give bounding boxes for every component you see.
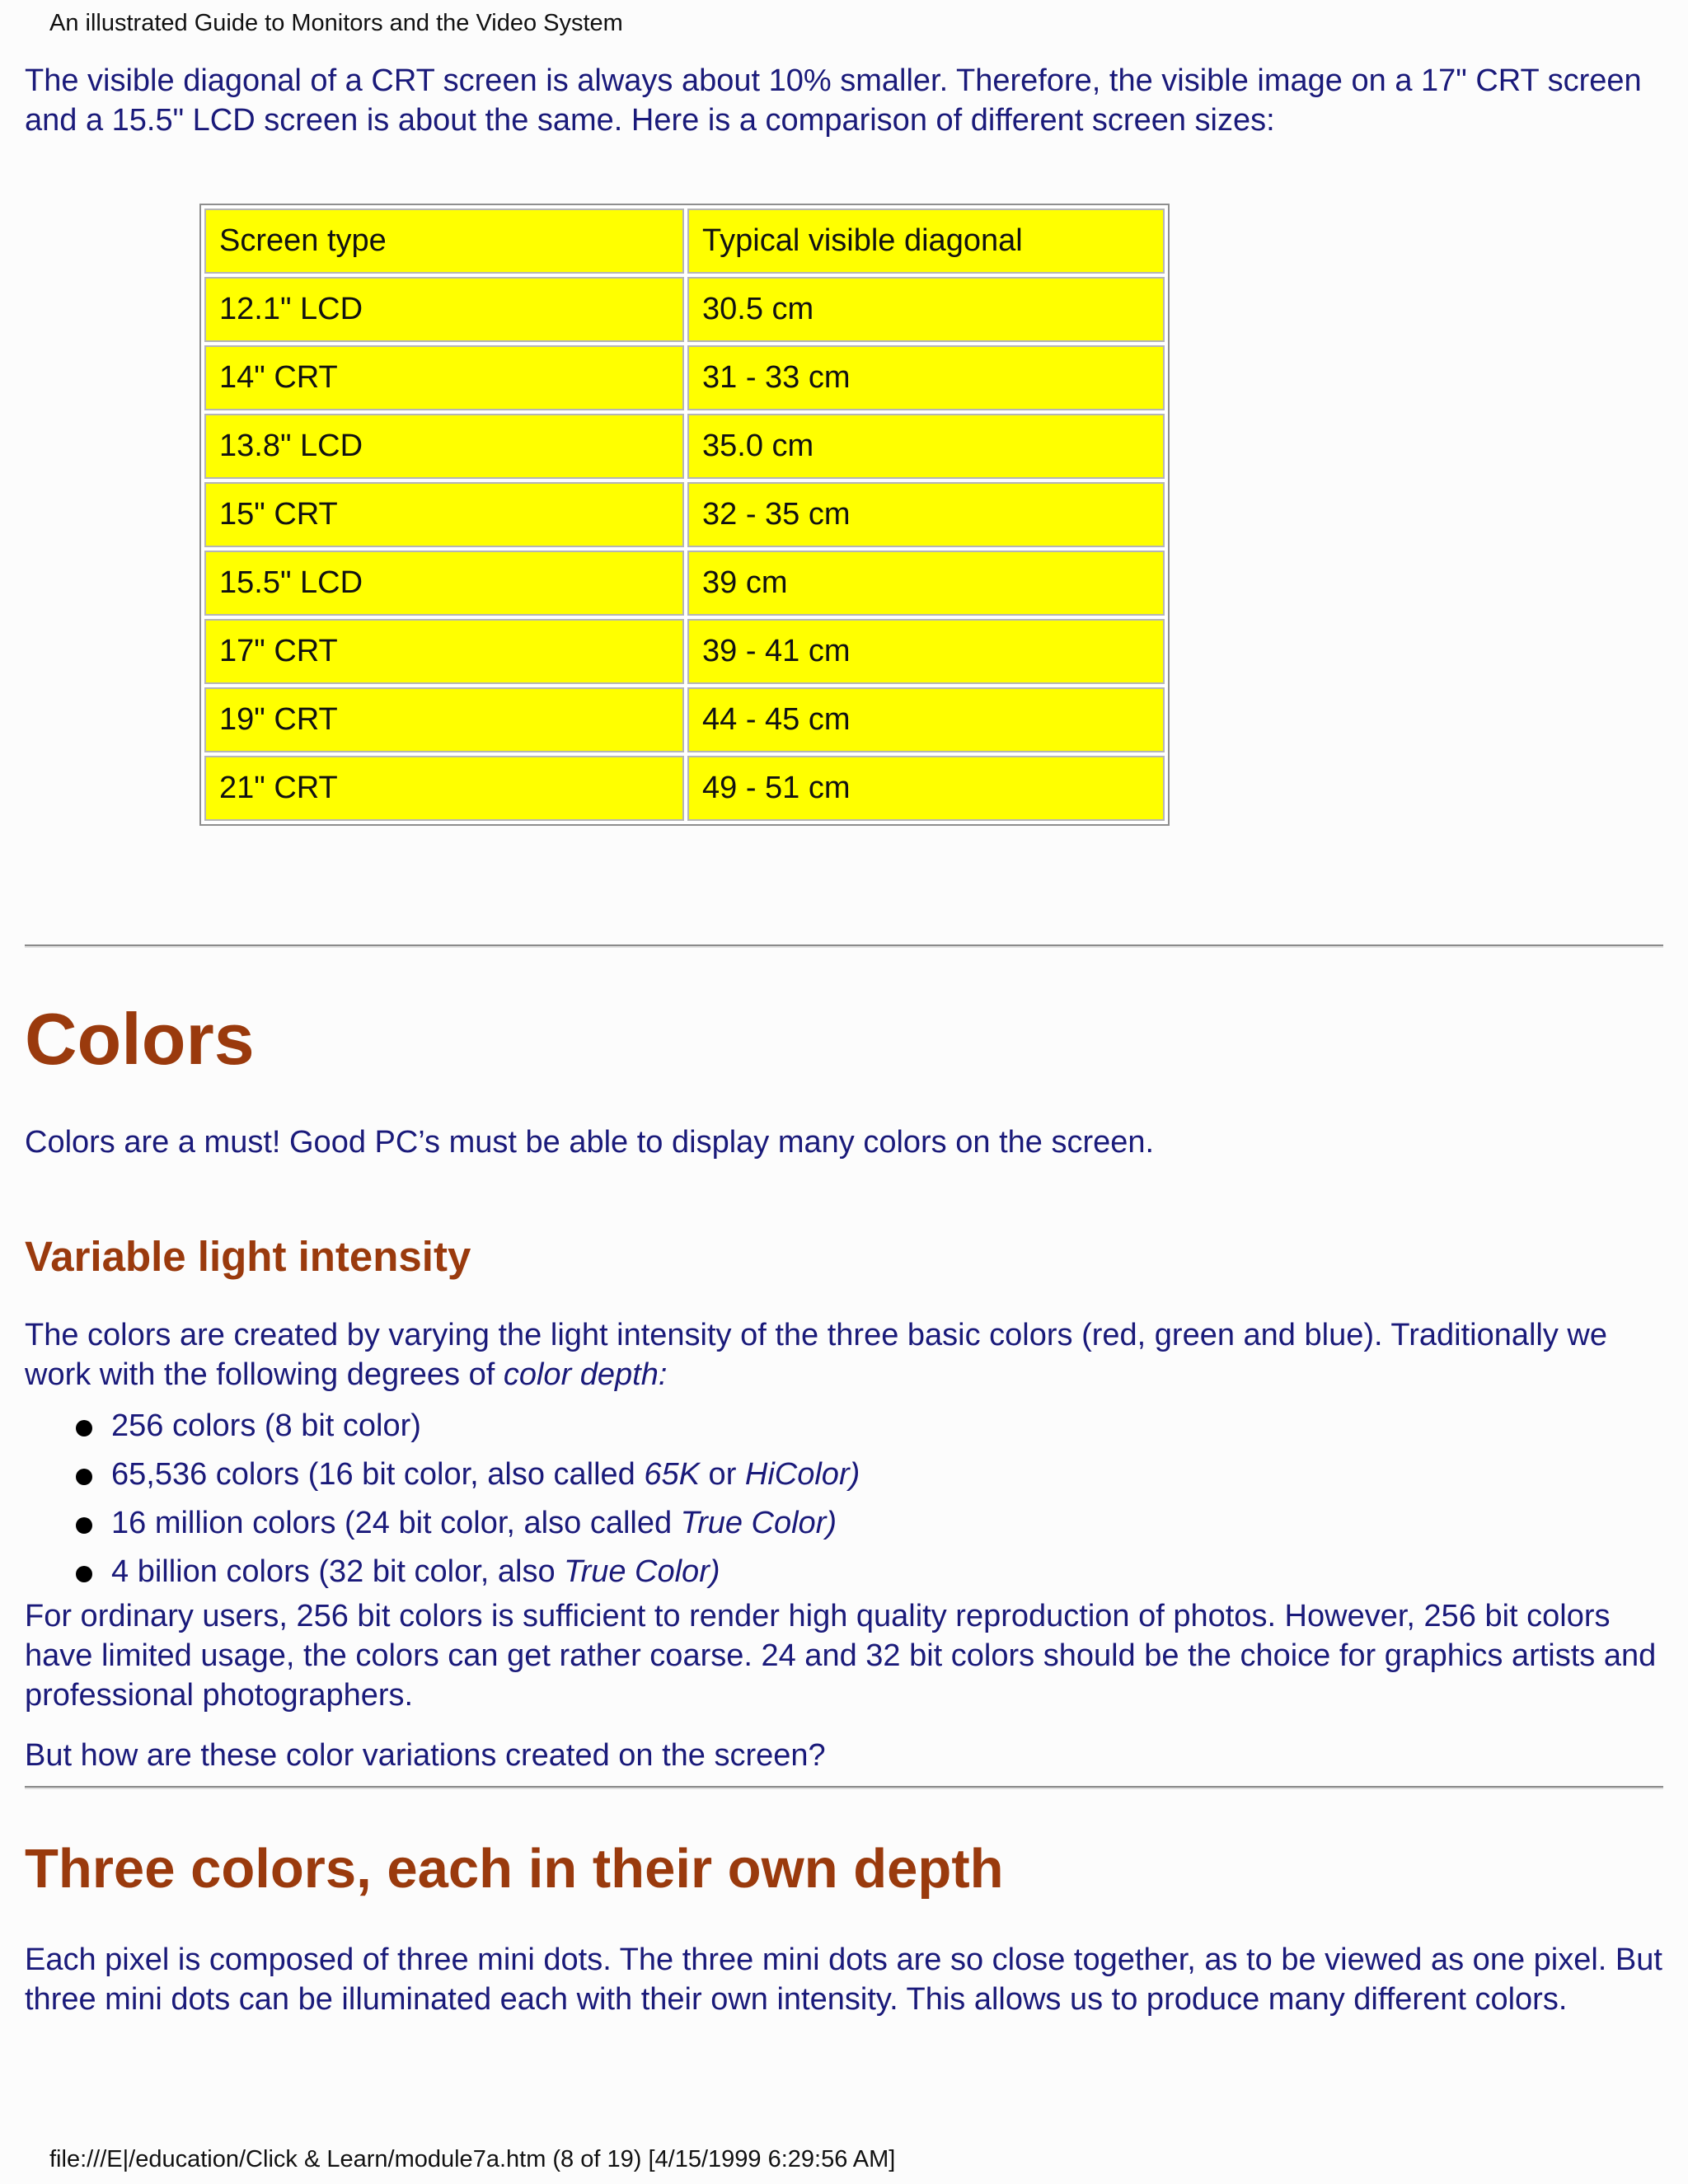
list-item-text: or — [700, 1457, 745, 1492]
table-cell-screen-type: 19" CRT — [204, 687, 684, 752]
table-header-cell: Typical visible diagonal — [687, 209, 1165, 274]
bullet-icon — [76, 1566, 92, 1582]
list-item-text: 65,536 colors (16 bit color, also called — [111, 1457, 645, 1492]
table-header-row — [204, 209, 1165, 274]
horizontal-rule — [25, 1786, 1663, 1789]
intro-paragraph: The visible diagonal of a CRT screen is always about 10% smaller. Therefore, the visible image on a 17" CRT screen and a 15.5" LCD screen is about the same. Here is a comparison of different screen sizes: — [25, 63, 1642, 138]
table-row — [204, 345, 1165, 410]
table-header-cell: Screen type — [204, 209, 684, 274]
table-row — [204, 756, 1165, 821]
list-item — [25, 1402, 860, 1451]
color-depth-list — [25, 1402, 860, 1596]
list-item-text: 16 million colors (24 bit color, also called — [111, 1506, 681, 1540]
table-cell-screen-type: 13.8" LCD — [204, 414, 684, 479]
bullet-icon — [76, 1420, 92, 1436]
table-cell-diagonal: 49 - 51 cm — [687, 756, 1165, 821]
list-item — [25, 1548, 860, 1596]
list-item-emphasis: HiColor) — [744, 1457, 860, 1492]
table-row — [204, 277, 1165, 342]
table-cell-screen-type: 17" CRT — [204, 619, 684, 684]
table-cell-screen-type: 15.5" LCD — [204, 551, 684, 616]
table-cell-diagonal: 30.5 cm — [687, 277, 1165, 342]
table-cell-diagonal: 44 - 45 cm — [687, 687, 1165, 752]
screen-size-table — [199, 204, 1170, 826]
table-row — [204, 619, 1165, 684]
page-footer-url: file:///E|/education/Click & Learn/module7a.htm (8 of 19) [4/15/1999 6:29:56 AM] — [49, 2146, 896, 2172]
table-cell-diagonal: 32 - 35 cm — [687, 482, 1165, 547]
color-depth-text: The colors are created by varying the light intensity of the three basic colors (red, green and blue). Traditionally we work with the following degrees of — [25, 1318, 1608, 1392]
table-cell-screen-type: 21" CRT — [204, 756, 684, 821]
table-cell-screen-type: 15" CRT — [204, 482, 684, 547]
ordinary-users-paragraph: For ordinary users, 256 bit colors is sufficient to render high quality reproduction of photos. However, 256 bit colors have limited usage, the colors can get rather coarse. 24 and 32 bit colors should be the choice for graphics artists and professional photographers. — [25, 1599, 1657, 1713]
table-row — [204, 482, 1165, 547]
table-row — [204, 687, 1165, 752]
table-cell-diagonal: 39 cm — [687, 551, 1165, 616]
page-header-title: An illustrated Guide to Monitors and the Video System — [49, 10, 623, 36]
table-row — [204, 414, 1165, 479]
bullet-icon — [76, 1469, 92, 1485]
list-item-emphasis: 65K — [644, 1457, 700, 1492]
list-item — [25, 1451, 860, 1499]
table-cell-diagonal: 39 - 41 cm — [687, 619, 1165, 684]
table-cell-screen-type: 14" CRT — [204, 345, 684, 410]
table-cell-screen-type: 12.1" LCD — [204, 277, 684, 342]
bullet-icon — [76, 1517, 92, 1534]
three-colors-heading: Three colors, each in their own depth — [25, 1838, 1004, 1900]
list-item-emphasis: True Color) — [680, 1506, 837, 1540]
list-item-emphasis: True Color) — [564, 1554, 720, 1589]
table-row — [204, 551, 1165, 616]
colors-intro-paragraph: Colors are a must! Good PC’s must be able to display many colors on the screen. — [25, 1125, 1155, 1160]
horizontal-rule — [25, 944, 1663, 948]
color-depth-paragraph — [25, 1315, 1665, 1394]
color-depth-emphasis: color depth: — [503, 1357, 668, 1392]
variable-light-heading: Variable light intensity — [25, 1233, 471, 1280]
three-colors-paragraph: Each pixel is composed of three mini dots. The three mini dots are so close together, as to be viewed as one pixel. But three mini dots can be illuminated each with their own intensity. This allows us to produce many different colors. — [25, 1943, 1662, 2017]
list-item-text: 4 billion colors (32 bit color, also — [111, 1554, 565, 1589]
list-item-text: 256 colors (8 bit color) — [111, 1408, 421, 1443]
table-cell-diagonal: 31 - 33 cm — [687, 345, 1165, 410]
list-item — [25, 1499, 860, 1548]
question-paragraph: But how are these color variations created on the screen? — [25, 1738, 826, 1773]
table-cell-diagonal: 35.0 cm — [687, 414, 1165, 479]
colors-heading: Colors — [25, 998, 255, 1080]
